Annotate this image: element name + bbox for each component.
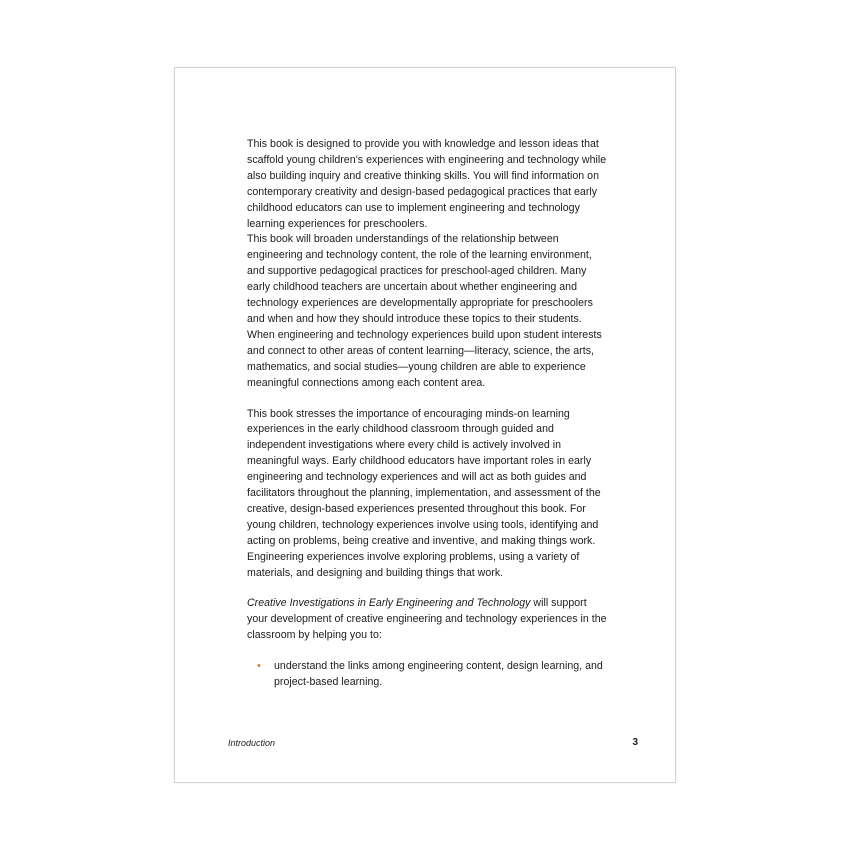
- page-number: 3: [632, 737, 638, 748]
- bullet-marker: •: [257, 660, 261, 673]
- book-title: Creative Investigations in Early Engineering and Technology: [247, 597, 531, 610]
- book-page: [174, 67, 676, 783]
- paragraph-1: This book is designed to provide you with knowledge and lesson ideas that scaffold young children’s experiences with engineering and technology while also building inquiry and creative thinking skills. You will find information on contemporary creativity and design-based pedagogical practices that early childhood educators can use to implement engineering and technology learning experiences for preschoolers.: [247, 138, 607, 230]
- footer-section-title: Introduction: [228, 738, 276, 748]
- list-item: [247, 659, 609, 691]
- paragraph-4: [247, 596, 609, 644]
- bullet-list: [247, 659, 609, 691]
- body-text: [247, 137, 609, 691]
- paragraph-3: This book stresses the importance of encouraging minds-on learning experiences in the early childhood classroom through guided and independent investigations where every child is actively involved in meaningful ways. Early childhood educators have important roles in early engineering and technology experiences and will act as both guides and facilitators throughout the planning, implementation, and assessment of the creative, design-based experiences presented throughout this book. For young children, technology experiences involve using tools, identifying and acting on problems, being creative and inventive, and making things work. Engineering experiences involve exploring problems, using a variety of materials, and designing and building things that work.: [247, 407, 601, 579]
- book-intro-text: will support your development of creative engineering and technology experiences in the classroom by helping you to:: [247, 597, 607, 642]
- paragraph-2: This book will broaden understandings of the relationship between engineering and technology content, the role of the learning environment, and supportive pedagogical practices for preschool-aged children. Many early childhood teachers are uncertain about whether engineering and technology experiences are developmentally appropriate for preschoolers and when and how they should introduce these topics to their students. When engineering and technology experiences build upon student interests and connect to other areas of content learning—literacy, science, the arts, mathematics, and social studies—young children are able to experience meaningful connections among each content area.: [247, 233, 602, 389]
- bullet-text: understand the links among engineering content, design learning, and project-based learning.: [274, 660, 603, 689]
